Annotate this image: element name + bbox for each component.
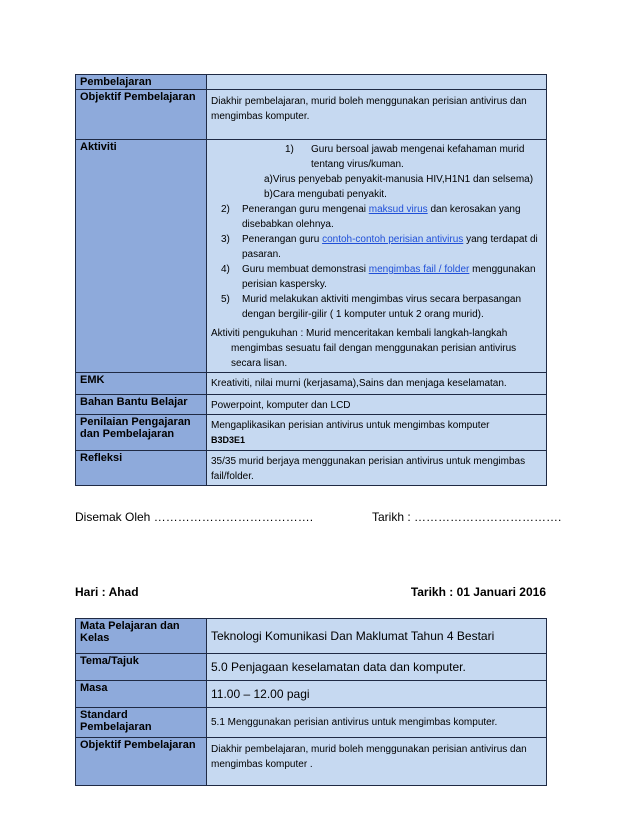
row-refleksi (76, 451, 547, 486)
step-number: 2) (221, 204, 230, 215)
label-pembelajaran: Pembelajaran (76, 75, 207, 90)
label-tema: Tema/Tajuk (76, 654, 207, 681)
value-aktiviti (207, 140, 547, 373)
row-objektif (76, 90, 547, 140)
link-mengimbas-fail[interactable]: mengimbas fail / folder (368, 264, 470, 275)
row-penilaian (76, 415, 547, 451)
row-mata-pelajaran (76, 619, 547, 654)
value-mata-pelajaran: Teknologi Komunikasi Dan Maklumat Tahun 4 Bestari (207, 619, 547, 654)
hari-label: Hari : Ahad (75, 585, 139, 599)
label-masa: Masa (76, 681, 207, 708)
label-objektif-2: Objektif Pembelajaran (76, 738, 207, 786)
value-refleksi: 35/35 murid berjaya menggunakan perisian antivirus untuk mengimbas fail/folder. (207, 451, 547, 486)
label-aktiviti: Aktiviti (76, 140, 207, 373)
row-objektif-2 (76, 738, 547, 786)
activity-closing: Aktiviti pengukuhan : Murid menceritakan kembali langkah-langkah mengimbas sesuatu fail dengan menggunakan perisian antivirus secara lisan. (211, 328, 517, 369)
value-standard: 5.1 Menggunakan perisian antivirus untuk mengimbas komputer. (207, 708, 547, 738)
activity-step-3 (211, 232, 542, 262)
activity-step-1 (211, 142, 542, 172)
label-objektif: Objektif Pembelajaran (76, 90, 207, 140)
row-pembelajaran (76, 75, 547, 90)
activity-step-4 (211, 262, 542, 292)
row-tema (76, 654, 547, 681)
label-emk: EMK (76, 373, 207, 395)
value-tema: 5.0 Penjagaan keselamatan data dan komputer. (207, 654, 547, 681)
step-text: Guru membuat demonstrasi (242, 264, 366, 275)
step-text: Penerangan guru (242, 234, 320, 245)
row-masa (76, 681, 547, 708)
link-maksud-virus[interactable]: maksud virus (368, 204, 428, 215)
activity-step-2 (211, 202, 542, 232)
value-objektif: Diakhir pembelajaran, murid boleh menggunakan perisian antivirus dan mengimbas komputer. (207, 90, 547, 140)
value-emk: Kreativiti, nilai murni (kerjasama),Sains dan menjaga keselamatan. (207, 373, 547, 395)
label-penilaian: Penilaian Pengajaran dan Pembelajaran (76, 415, 207, 451)
step-text: Murid melakukan aktiviti mengimbas virus secara berpasangan dengan bergilir-gilir ( 1 komputer untuk 2 orang murid). (242, 294, 522, 320)
activity-list (211, 142, 542, 322)
row-aktiviti (76, 140, 547, 373)
step-number: 3) (221, 234, 230, 245)
row-standard (76, 708, 547, 738)
step-number: 5) (221, 294, 230, 305)
activity-step-1a (211, 172, 542, 187)
tarikh-header: Tarikh : 01 Januari 2016 (410, 585, 546, 599)
penilaian-text: Mengaplikasikan perisian antivirus untuk mengimbas komputer (211, 420, 490, 431)
step-number: 1) (285, 144, 294, 155)
tarikh-signoff: Tarikh : ………………………………. (372, 510, 562, 524)
step-number: 4) (221, 264, 230, 275)
disemak-oleh: Disemak Oleh …………………………………. (75, 510, 314, 524)
row-emk (76, 373, 547, 395)
penilaian-code: B3D3E1 (211, 435, 246, 445)
value-penilaian (207, 415, 547, 451)
value-objektif-2: Diakhir pembelajaran, murid boleh menggunakan perisian antivirus dan mengimbas komputer . (207, 738, 547, 786)
step-text: yang terdapat di pasaran. (242, 234, 538, 260)
activity-step-1b (211, 187, 542, 202)
lesson-plan-table-2 (75, 618, 547, 786)
label-standard: Standard Pembelajaran (76, 708, 207, 738)
label-bahan: Bahan Bantu Belajar (76, 395, 207, 415)
label-refleksi: Refleksi (76, 451, 207, 486)
value-masa: 11.00 – 12.00 pagi (207, 681, 547, 708)
activity-step-5 (211, 292, 542, 322)
step-text: dan kerosakan yang disebabkan olehnya. (242, 204, 521, 230)
label-mata-pelajaran: Mata Pelajaran dan Kelas (76, 619, 207, 654)
link-contoh-antivirus[interactable]: contoh-contoh perisian antivirus (322, 234, 464, 245)
lesson-plan-table-1 (75, 74, 547, 486)
value-bahan: Powerpoint, komputer dan LCD (207, 395, 547, 415)
row-bahan (76, 395, 547, 415)
step-text: Penerangan guru mengenai (242, 204, 366, 215)
value-pembelajaran (207, 75, 547, 90)
step-text: a)Virus penyebab penyakit-manusia HIV,H1N1 dan selsema) (264, 174, 534, 185)
step-text: menggunakan perisian kaspersky. (242, 264, 536, 290)
step-text: b)Cara mengubati penyakit. (264, 189, 387, 200)
step-text: Guru bersoal jawab mengenai kefahaman murid tentang virus/kuman. (311, 144, 525, 170)
